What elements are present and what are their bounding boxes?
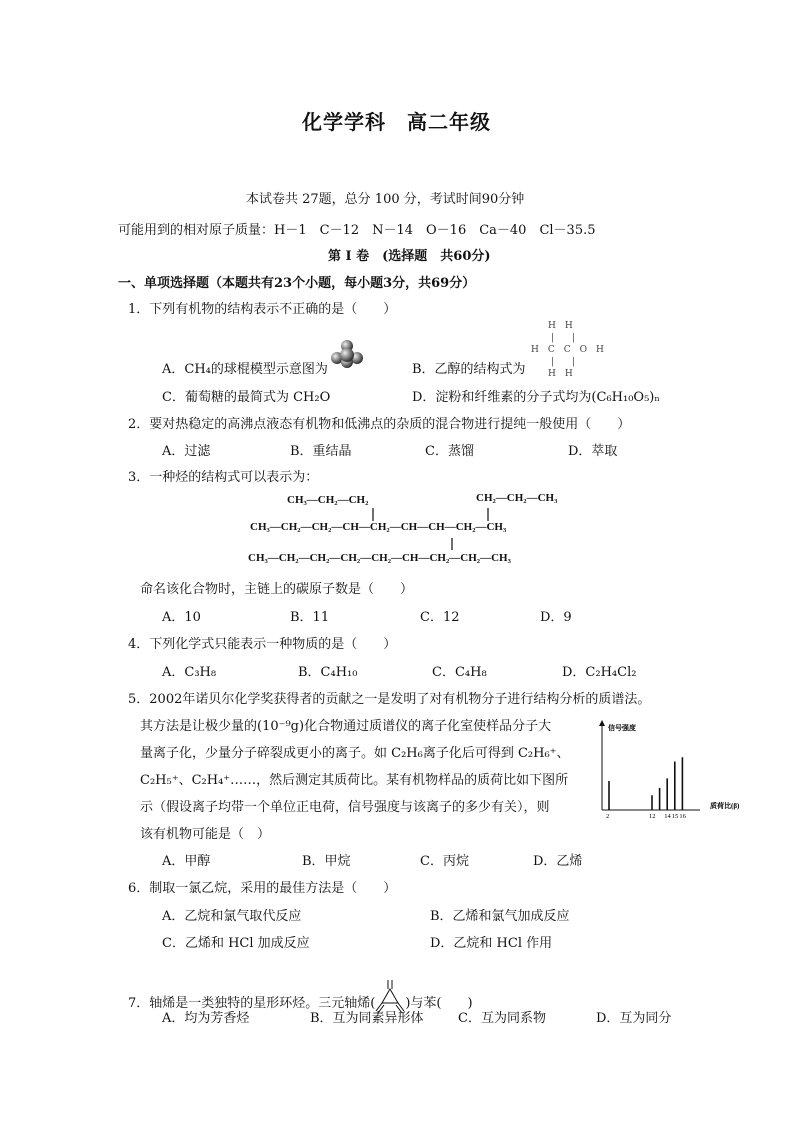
- ethanol-h-bottom: H H: [548, 369, 573, 379]
- question-4-option-c: C．C₄H₈: [432, 665, 487, 680]
- chart-tick-label-12: 12: [649, 813, 656, 820]
- chart-y-arrow-icon: [599, 720, 605, 726]
- chart-tick-label-2: 2: [606, 813, 610, 820]
- question-7-option-d: D．互为同分: [596, 1011, 672, 1026]
- mass-spectrum-chart: [592, 718, 762, 824]
- question-4-stem: 4．下列化学式只能表示一种物质的是（ ）: [128, 637, 397, 652]
- formula-row-1-left: CH₃—CH₂—CH₂: [287, 494, 369, 506]
- question-5-option-d: D．乙烯: [533, 854, 583, 869]
- question-4-option-a: A．C₃H₈: [162, 665, 217, 680]
- question-1-option-d: D．淀粉和纤维素的分子式均为(C₆H₁₀O₅)ₙ: [412, 390, 660, 405]
- atomic-masses: 可能用到的相对原子质量：H－1 C－12 N－14 O－16 Ca－40 Cl－35.5: [118, 223, 596, 238]
- part-title: 第 I 卷 (选择题 共60分): [328, 249, 491, 264]
- question-1-stem: 1．下列有机物的结构表示不正确的是（ ）: [128, 302, 397, 317]
- question-3-sub-stem: 命名该化合物时，主链上的碳原子数是（ ）: [140, 582, 414, 597]
- question-3-option-b: B．11: [290, 610, 330, 625]
- section-title: 一、单项选择题（本题共有23个小题，每小题3分，共69分）: [118, 276, 476, 291]
- question-2-stem: 2．要对热稳定的高沸点液态有机物和低沸点的杂质的混合物进行提纯一般使用（ ）: [128, 417, 631, 432]
- question-2-option-b: B．重结晶: [290, 444, 352, 459]
- chart-x-label: 质荷比(β): [710, 802, 740, 810]
- question-5-option-b: B．甲烷: [302, 854, 351, 869]
- question-3-option-c: C．12: [420, 610, 460, 625]
- formula-row-3: CH₃—CH₂—CH₂—CH₂—CH₂—CH—CH₂—CH₂—CH₃: [248, 552, 511, 564]
- question-2-option-d: D．萃取: [568, 444, 618, 459]
- question-1-option-a: A．CH₄的球棍模型示意图为: [162, 362, 328, 377]
- question-5-line-3: 量离子化，少量分子碎裂成更小的离子。如 C₂H₆离子化后可得到 C₂H₆⁺、: [140, 746, 570, 761]
- question-4-option-d: D．C₂H₄Cl₂: [562, 665, 637, 680]
- question-1-option-b: B．乙醇的结构式为: [412, 362, 526, 377]
- chart-tick-label-14: 14: [664, 813, 671, 820]
- question-5-line-6: 该有机物可能是（ ）: [140, 827, 271, 842]
- question-5-line-1: 5．2002年诺贝尔化学奖获得者的贡献之一是发明了对有机物分子进行结构分析的质谱法。: [128, 692, 651, 707]
- question-5-line-2: 其方法是让极少量的(10⁻⁹g)化合物通过质谱仪的离子化室使样品分子大: [140, 719, 552, 734]
- question-7-stem-pre: 7．轴烯是一类独特的星形环烃。三元轴烯(: [128, 996, 376, 1011]
- question-4-option-b: B．C₄H₁₀: [298, 665, 358, 680]
- question-6-option-d: D．乙烷和 HCl 作用: [430, 936, 553, 951]
- question-7-stem-post: )与苯( ): [405, 996, 473, 1011]
- question-5-option-a: A．甲醇: [162, 854, 211, 869]
- exam-info: 本试卷共 27题，总分 100 分，考试时间90分钟: [246, 192, 525, 207]
- question-7-option-b: B．互为同素异形体: [310, 1011, 424, 1026]
- question-6-option-b: B．乙烯和氯气加成反应: [430, 909, 570, 924]
- formula-row-1-right: CH₂—CH₂—CH₃: [476, 492, 558, 504]
- question-7-option-c: C．互为同系物: [458, 1011, 546, 1026]
- question-1-option-c: C．葡萄糖的最简式为 CH₂O: [162, 390, 331, 405]
- question-6-option-c: C．乙烯和 HCl 加成反应: [162, 936, 310, 951]
- question-3-stem: 3．一种烃的结构式可以表示为：: [128, 470, 319, 485]
- ethanol-h-top: H H: [548, 321, 573, 331]
- question-5-line-5: 示（假设离子均带一个单位正电荷，信号强度与该离子的多少有关），则: [140, 800, 550, 815]
- question-6-stem: 6．制取一氯乙烷，采用的最佳方法是（ ）: [128, 881, 397, 896]
- question-7-option-a: A．均为芳香烃: [162, 1011, 250, 1026]
- question-5-line-4: C₂H₅⁺、C₂H₄⁺……，然后测定其质荷比。某有机物样品的质荷比如下图所: [140, 773, 569, 788]
- ethanol-structure: [531, 320, 604, 380]
- question-3-option-d: D．9: [540, 610, 572, 625]
- ethanol-chain: H C C O H: [531, 345, 604, 355]
- ch4-ball-stick-model-icon: [330, 338, 364, 370]
- question-2-option-a: A．过滤: [162, 444, 211, 459]
- chart-tick-label-16: 16: [679, 813, 686, 820]
- ethanol-bond-bottom: | |: [551, 357, 576, 367]
- ethanol-bond-top: | |: [551, 333, 576, 343]
- question-6-option-a: A．乙烷和氯气取代反应: [162, 909, 302, 924]
- question-2-option-c: C．蒸馏: [425, 444, 474, 459]
- chart-y-label: 信号强度: [608, 724, 636, 732]
- question-5-option-c: C．丙烷: [420, 854, 469, 869]
- chart-tick-label-15: 15: [671, 813, 679, 820]
- page-title: 化学学科 高二年级: [302, 110, 491, 134]
- question-3-option-a: A．10: [162, 610, 201, 625]
- formula-row-2: CH₃—CH₂—CH₂—CH—CH₂—CH—CH—CH₂—CH₃: [250, 521, 507, 533]
